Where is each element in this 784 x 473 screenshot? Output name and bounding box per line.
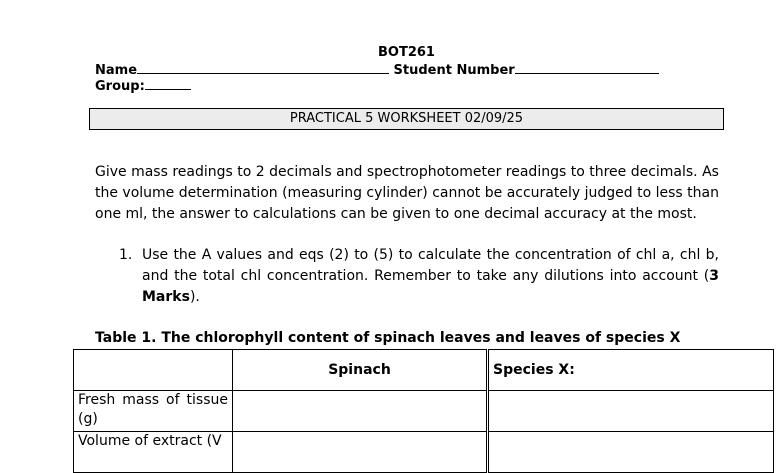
cell-spinach-fresh-mass[interactable] — [233, 391, 488, 432]
question-1-body: Use the A values and eqs (2) to (5) to calculate the concentration of chl a, chl b, and the total chl concentration. Remember to take any dilutions into account ( — [142, 247, 719, 284]
table-row — [74, 391, 774, 432]
group-blank-line[interactable] — [145, 77, 191, 90]
table-header-row — [74, 350, 774, 391]
group-label: Group: — [95, 79, 145, 94]
cell-species-x-volume-extract[interactable] — [488, 432, 774, 473]
row-label-fresh-mass: Fresh mass of tissue (g) — [74, 391, 233, 432]
question-1-marks: 3 Marks — [142, 268, 719, 305]
student-number-label: Student Number — [393, 63, 515, 78]
question-1-number: 1. — [119, 247, 133, 263]
name-blank-line[interactable] — [137, 61, 389, 74]
name-label: Name — [95, 63, 138, 78]
question-1-suffix: ). — [189, 289, 200, 305]
table-header-spinach: Spinach — [233, 350, 488, 391]
cell-spinach-volume-extract[interactable] — [233, 432, 488, 473]
worksheet-title: PRACTICAL 5 WORKSHEET 02/09/25 — [89, 108, 724, 130]
row-label-volume-extract: Volume of extract (V — [74, 432, 233, 473]
student-number-blank-line[interactable] — [515, 61, 659, 74]
intro-paragraph: Give mass readings to 2 decimals and spectrophotometer readings to three decimals. As the volume determination (measuring cylinder) cannot be accurately judged to less than one ml, the answer to calculations can be given to one decimal accuracy at the most. — [95, 164, 719, 222]
table-caption: Table 1. The chlorophyll content of spinach leaves and leaves of species X — [95, 330, 681, 346]
course-code: BOT261 — [378, 45, 435, 60]
chlorophyll-table — [73, 349, 774, 473]
table-header-species-x: Species X: — [488, 350, 774, 391]
group-row — [95, 77, 191, 95]
cell-species-x-fresh-mass[interactable] — [488, 391, 774, 432]
table-header-blank — [74, 350, 233, 391]
question-1-text — [142, 245, 719, 308]
table-row — [74, 432, 774, 473]
